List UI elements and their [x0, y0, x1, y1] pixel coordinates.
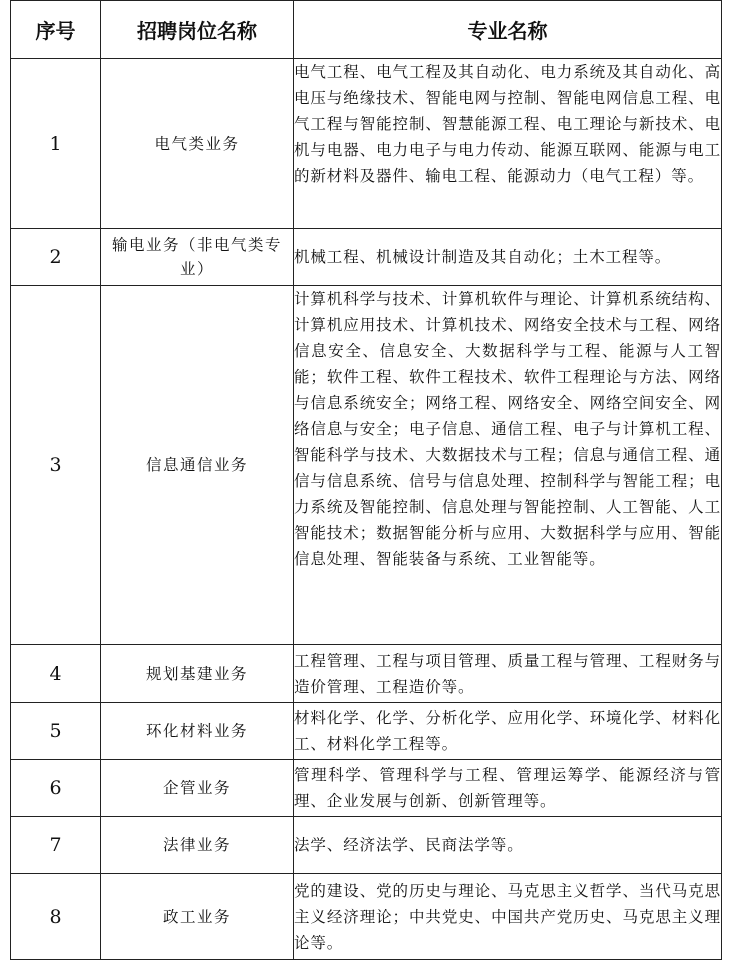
row-seq: 5 — [11, 703, 101, 760]
row-seq: 3 — [11, 286, 101, 645]
row-position: 政工业务 — [101, 874, 294, 960]
header-major: 专业名称 — [294, 1, 722, 59]
recruitment-table — [10, 0, 722, 960]
row-position: 信息通信业务 — [101, 286, 294, 645]
table-row — [11, 703, 722, 760]
header-seq: 序号 — [11, 1, 101, 59]
row-seq: 4 — [11, 645, 101, 703]
table-header-row — [11, 1, 722, 59]
table-row — [11, 817, 722, 874]
row-position: 电气类业务 — [101, 59, 294, 229]
row-major: 法学、经济法学、民商法学等。 — [294, 817, 722, 874]
table-row — [11, 59, 722, 229]
table-row — [11, 760, 722, 817]
table-row — [11, 229, 722, 286]
row-seq: 6 — [11, 760, 101, 817]
row-seq: 7 — [11, 817, 101, 874]
row-major: 电气工程、电气工程及其自动化、电力系统及其自动化、高电压与绝缘技术、智能电网与控制、智能电网信息工程、电气工程与智能控制、智慧能源工程、电工理论与新技术、电机与电器、电力电子与电力传动、能源互联网、能源与电工的新材料及器件、输电工程、能源动力（电气工程）等。 — [294, 59, 722, 229]
row-seq: 2 — [11, 229, 101, 286]
row-major: 材料化学、化学、分析化学、应用化学、环境化学、材料化工、材料化学工程等。 — [294, 703, 722, 760]
table-row — [11, 645, 722, 703]
row-position: 输电业务（非电气类专业） — [101, 229, 294, 286]
row-major: 党的建设、党的历史与理论、马克思主义哲学、当代马克思主义经济理论；中共党史、中国共产党历史、马克思主义理论等。 — [294, 874, 722, 960]
row-major: 机械工程、机械设计制造及其自动化；土木工程等。 — [294, 229, 722, 286]
row-major: 管理科学、管理科学与工程、管理运筹学、能源经济与管理、企业发展与创新、创新管理等。 — [294, 760, 722, 817]
table-row — [11, 286, 722, 645]
header-position: 招聘岗位名称 — [101, 1, 294, 59]
row-position: 环化材料业务 — [101, 703, 294, 760]
row-major: 工程管理、工程与项目管理、质量工程与管理、工程财务与造价管理、工程造价等。 — [294, 645, 722, 703]
row-major: 计算机科学与技术、计算机软件与理论、计算机系统结构、计算机应用技术、计算机技术、网络安全技术与工程、网络信息安全、信息安全、大数据科学与工程、能源与人工智能；软件工程、软件工程技术、软件工程理论与方法、网络与信息系统安全；网络工程、网络安全、网络空间安全、网络信息与安全；电子信息、通信工程、电子与计算机工程、智能科学与技术、大数据技术与工程；信息与通信工程、通信与信息系统、信号与信息处理、控制科学与智能工程；电力系统及智能控制、信息处理与智能控制、人工智能、人工智能技术；数据智能分析与应用、大数据科学与应用、智能信息处理、智能装备与系统、工业智能等。 — [294, 286, 722, 645]
table-row — [11, 874, 722, 960]
row-position: 企管业务 — [101, 760, 294, 817]
row-seq: 1 — [11, 59, 101, 229]
row-position: 规划基建业务 — [101, 645, 294, 703]
row-position: 法律业务 — [101, 817, 294, 874]
row-seq: 8 — [11, 874, 101, 960]
